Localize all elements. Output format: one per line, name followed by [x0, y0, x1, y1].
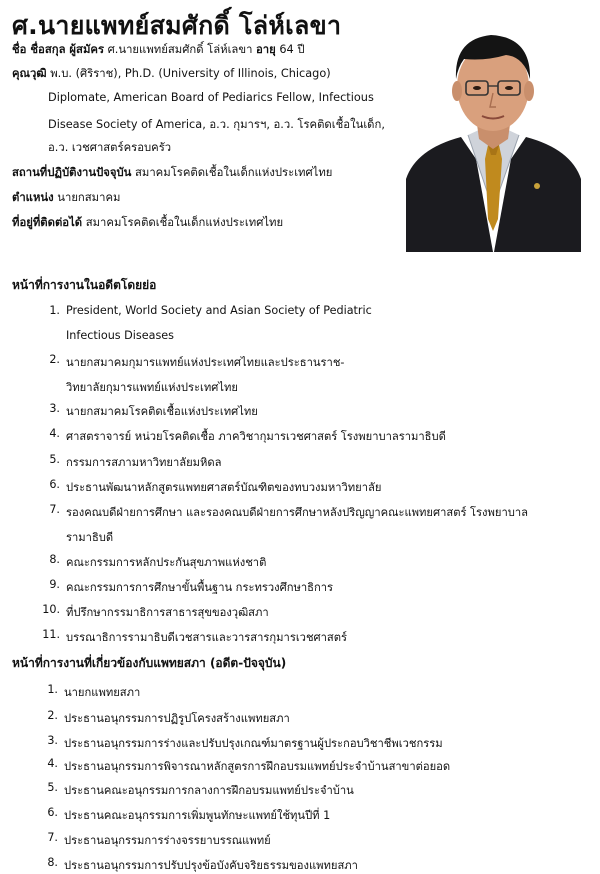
item-text: President, World Society and Asian Society of Pediatric: [66, 304, 372, 317]
past-section-heading: หน้าที่การงานในอดีตโดยย่อ: [12, 278, 157, 292]
address-value: สมาคมโรคติดเชื้อในเด็กแห่งประเทศไทย: [85, 216, 284, 229]
portrait-photo: [406, 9, 581, 252]
item-number: 4.: [47, 757, 58, 770]
item-number: 1.: [47, 683, 58, 696]
education-line-2: Diplomate, American Board of Pediarics Fellow, Infectious: [48, 91, 374, 104]
item-number: 11.: [42, 628, 60, 641]
age-value: 64 ปี: [279, 43, 305, 56]
item-text: ประธานอนุกรรมการปฏิรูปโครงสร้างแพทยสภา: [64, 712, 290, 725]
item-text: ศาสตราจารย์ หน่วยโรคติดเชื้อ ภาควิชากุมารเวชศาสตร์ โรงพยาบาลรามาธิบดี: [66, 430, 446, 443]
item-number: 8.: [49, 553, 60, 566]
item-text: นายกแพทยสภา: [64, 686, 141, 699]
item-number: 9.: [49, 578, 60, 591]
item-number: 3.: [49, 402, 60, 415]
address-label: ที่อยู่ที่ติดต่อได้: [12, 216, 83, 229]
item-number: 6.: [47, 806, 58, 819]
item-text: ประธานอนุกรรมการร่างจรรยาบรรณแพทย์: [64, 834, 271, 847]
item-text: รองคณบดีฝ่ายการศึกษา และรองคณบดีฝ่ายการศึกษาหลังปริญญาคณะแพทยศาสตร์ โรงพยาบาล: [66, 506, 528, 519]
item-number: 1.: [49, 304, 60, 317]
workplace-label: สถานที่ปฏิบัติงานปัจจุบัน: [12, 166, 132, 179]
item-number: 8.: [47, 856, 58, 869]
item-text: ประธานพัฒนาหลักสูตรแพทยศาสตร์บัณฑิตของทบวงมหาวิทยาลัย: [66, 481, 382, 494]
name-value: ศ.นายแพทย์สมศักดิ์ โล่ห์เลขา: [107, 43, 253, 56]
item-text: Infectious Diseases: [66, 329, 175, 342]
education-label: คุณวุฒิ: [12, 67, 47, 80]
item-number: 7.: [49, 503, 60, 516]
item-number: 5.: [49, 453, 60, 466]
item-text: นายกสมาคมโรคติดเชื้อแห่งประเทศไทย: [66, 405, 258, 418]
position-label: ตำแหน่ง: [12, 191, 54, 204]
education-value: พ.บ. (ศิริราช), Ph.D. (University of Illinois, Chicago): [50, 67, 331, 80]
item-text: คณะกรรมการหลักประกันสุขภาพแห่งชาติ: [66, 556, 267, 569]
item-number: 3.: [47, 734, 58, 747]
council-section-heading: หน้าที่การงานที่เกี่ยวข้องกับแพทยสภา (อดีต-ปัจจุบัน): [12, 656, 287, 670]
education-line: [12, 66, 331, 82]
position-value: นายกสมาคม: [57, 191, 121, 204]
workplace-value: สมาคมโรคติดเชื้อในเด็กแห่งประเทศไทย: [135, 166, 333, 179]
item-text: นายกสมาคมกุมารแพทย์แห่งประเทศไทยและประธานราช-: [66, 356, 345, 369]
page-title: ศ.นายแพทย์สมศักดิ์ โล่ห์เลขา: [12, 11, 342, 40]
item-number: 4.: [49, 427, 60, 440]
item-text: ที่ปรึกษากรรมาธิการสาธารสุขของวุฒิสภา: [66, 606, 269, 619]
item-text: บรรณาธิการรามาธิบดีเวชสารและวารสารกุมารเวชศาสตร์: [66, 631, 348, 644]
item-text: รามาธิบดี: [66, 531, 114, 544]
item-text: ประธานคณะอนุกรรมการกลางการฝึกอบรมแพทย์ประจำบ้าน: [64, 784, 354, 797]
item-number: 7.: [47, 831, 58, 844]
item-text: ประธานคณะอนุกรรมการเพิ่มพูนทักษะแพทย์ใช้ทุนปีที่ 1: [64, 809, 331, 822]
education-line-3: Disease Society of America, อ.ว. กุมารฯ, อ.ว. โรคติดเชื้อในเด็ก,: [48, 118, 385, 131]
item-text: ประธานอนุกรรมการปรับปรุงข้อบังคับจริยธรรมของแพทยสภา: [64, 859, 358, 872]
item-text: วิทยาลัยกุมารแพทย์แห่งประเทศไทย: [66, 381, 238, 394]
item-number: 2.: [49, 353, 60, 366]
item-text: คณะกรรมการการศึกษาขั้นพื้นฐาน กระทรวงศึกษาธิการ: [66, 581, 334, 594]
item-number: 5.: [47, 781, 58, 794]
address-line: [12, 215, 283, 231]
item-text: ประธานอนุกรรมการพิจารณาหลักสูตรการฝึกอบรมแพทย์ประจำบ้านสาขาต่อยอด: [64, 760, 451, 773]
item-number: 10.: [42, 603, 60, 616]
workplace-line: [12, 165, 332, 181]
education-line-4: อ.ว. เวชศาสตร์ครอบครัว: [48, 141, 172, 154]
name-line: [12, 42, 305, 58]
age-label: อายุ: [256, 43, 276, 56]
item-number: 6.: [49, 478, 60, 491]
item-text: ประธานอนุกรรมการร่างและปรับปรุงเกณฑ์มาตรฐานผู้ประกอบวิชาชีพเวชกรรม: [64, 737, 443, 750]
name-label: ชื่อ ชื่อสกุล ผู้สมัคร: [12, 43, 105, 56]
item-text: กรรมการสภามหาวิทยาลัยมหิดล: [66, 456, 222, 469]
item-number: 2.: [47, 709, 58, 722]
position-line: [12, 190, 120, 206]
